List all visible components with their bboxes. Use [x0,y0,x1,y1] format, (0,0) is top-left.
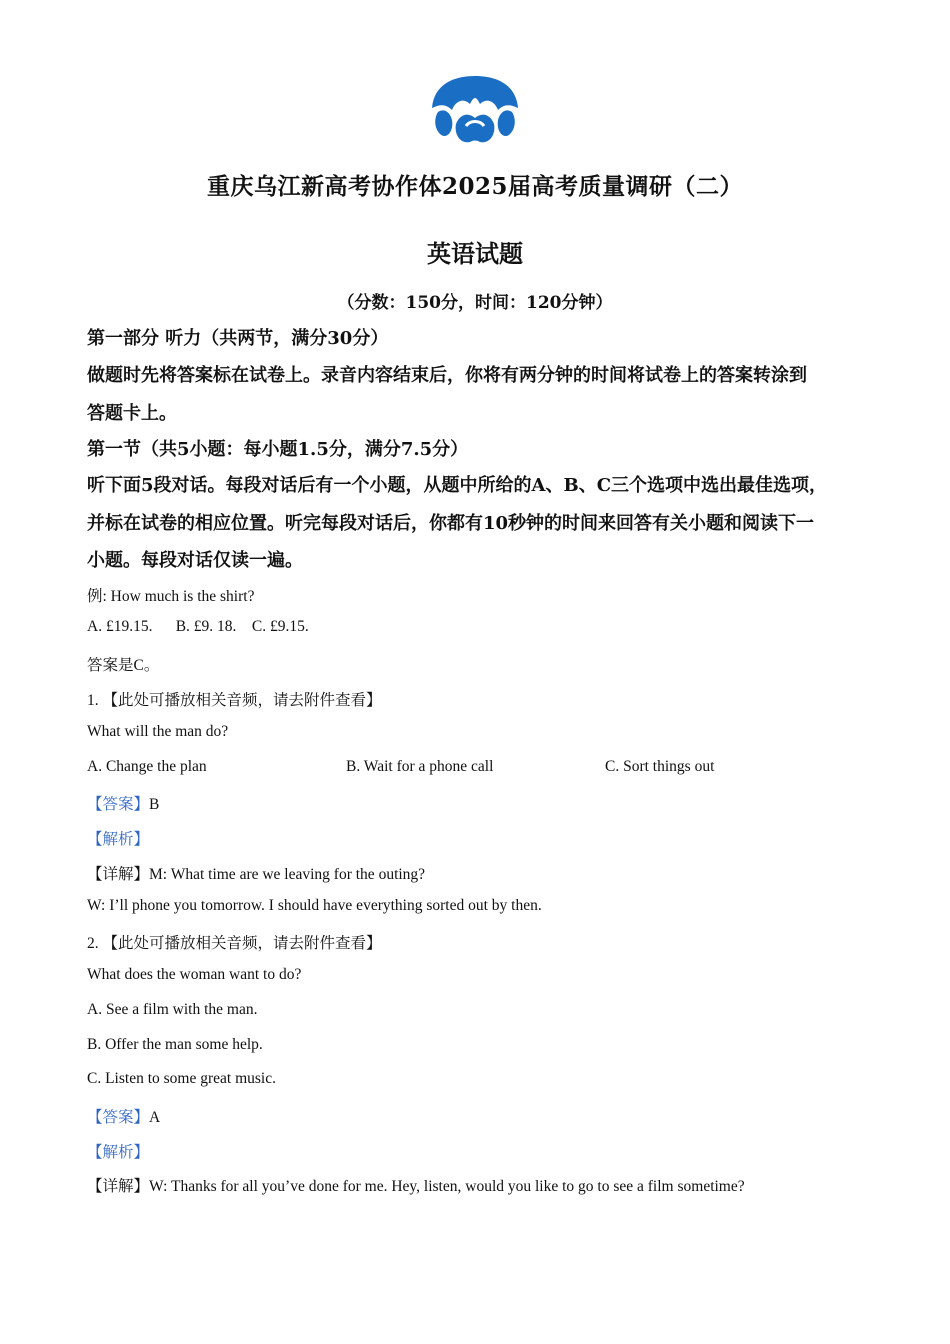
q2-option-b: B. Offer the man some help. [87,1036,263,1053]
score-time: （分数：150分，时间：120分钟） [337,293,613,313]
subject-title: 英语试题 [427,239,523,268]
q1-answer [87,792,159,814]
example-question: 例: How much is the shirt? [87,588,255,605]
part1-instruction-line1: 做题时先将答案标在试卷上。录音内容结束后，你将有两分钟的时间将试卷上的答案转涂到 [87,365,807,386]
q1-answer-value: B [149,796,160,813]
example-answer: 答案是C。 [87,657,160,674]
q2-option-c: C. Listen to some great music. [87,1070,276,1087]
q1-option-a: A. Change the plan [87,758,207,775]
q1-option-c: C. Sort things out [605,758,715,775]
q2-answer-value: A [149,1109,161,1126]
q2-detail-label: 【详解】 [87,1178,150,1195]
q1-detail-text: M: What time are we leaving for the outing? [149,866,426,883]
q1-number-audio: 1. 【此处可播放相关音频，请去附件查看】 [87,692,382,709]
q2-option-a: A. See a film with the man. [87,1001,258,1018]
wave-logo-icon [428,74,522,146]
example-options: A. £19.15. B. £9. 18. C. £9.15. [87,618,309,635]
section1-heading: 第一节（共5小题：每小题1.5分，满分7.5分） [87,439,469,460]
q1-detail-label: 【详解】 [87,866,150,883]
section1-instruction-line1: 听下面5段对话。每段对话后有一个小题，从题中所给的A、B、C三个选项中选出最佳选项， [87,475,828,496]
q2-number-audio: 2. 【此处可播放相关音频，请去附件查看】 [87,935,382,952]
part1-heading: 第一部分 听力（共两节，满分30分） [87,328,389,349]
q2-analysis-label: 【解析】 [87,1144,150,1161]
q1-option-b: B. Wait for a phone call [346,758,494,775]
q2-answer [87,1105,160,1127]
q2-detail-text: W: Thanks for all you’ve done for me. Hey, listen, would you like to go to see a film sometime? [149,1178,745,1195]
q2-question: What does the woman want to do? [87,966,302,983]
section1-instruction-line3: 小题。每段对话仅读一遍。 [87,550,303,571]
q1-question: What will the man do? [87,723,229,740]
q1-transcript: W: I’ll phone you tomorrow. I should have everything sorted out by then. [87,897,542,914]
part1-instruction-line2: 答题卡上。 [87,403,177,424]
q1-detail [87,862,425,884]
exam-title: 重庆乌江新高考协作体2025届高考质量调研（二） [206,173,743,200]
q1-answer-label: 【答案】 [87,796,150,813]
q1-analysis-label: 【解析】 [87,831,150,848]
q2-answer-label: 【答案】 [87,1109,150,1126]
section1-instruction-line2: 并标在试卷的相应位置。听完每段对话后，你都有10秒钟的时间来回答有关小题和阅读下一 [87,513,815,534]
q2-detail [87,1174,745,1196]
